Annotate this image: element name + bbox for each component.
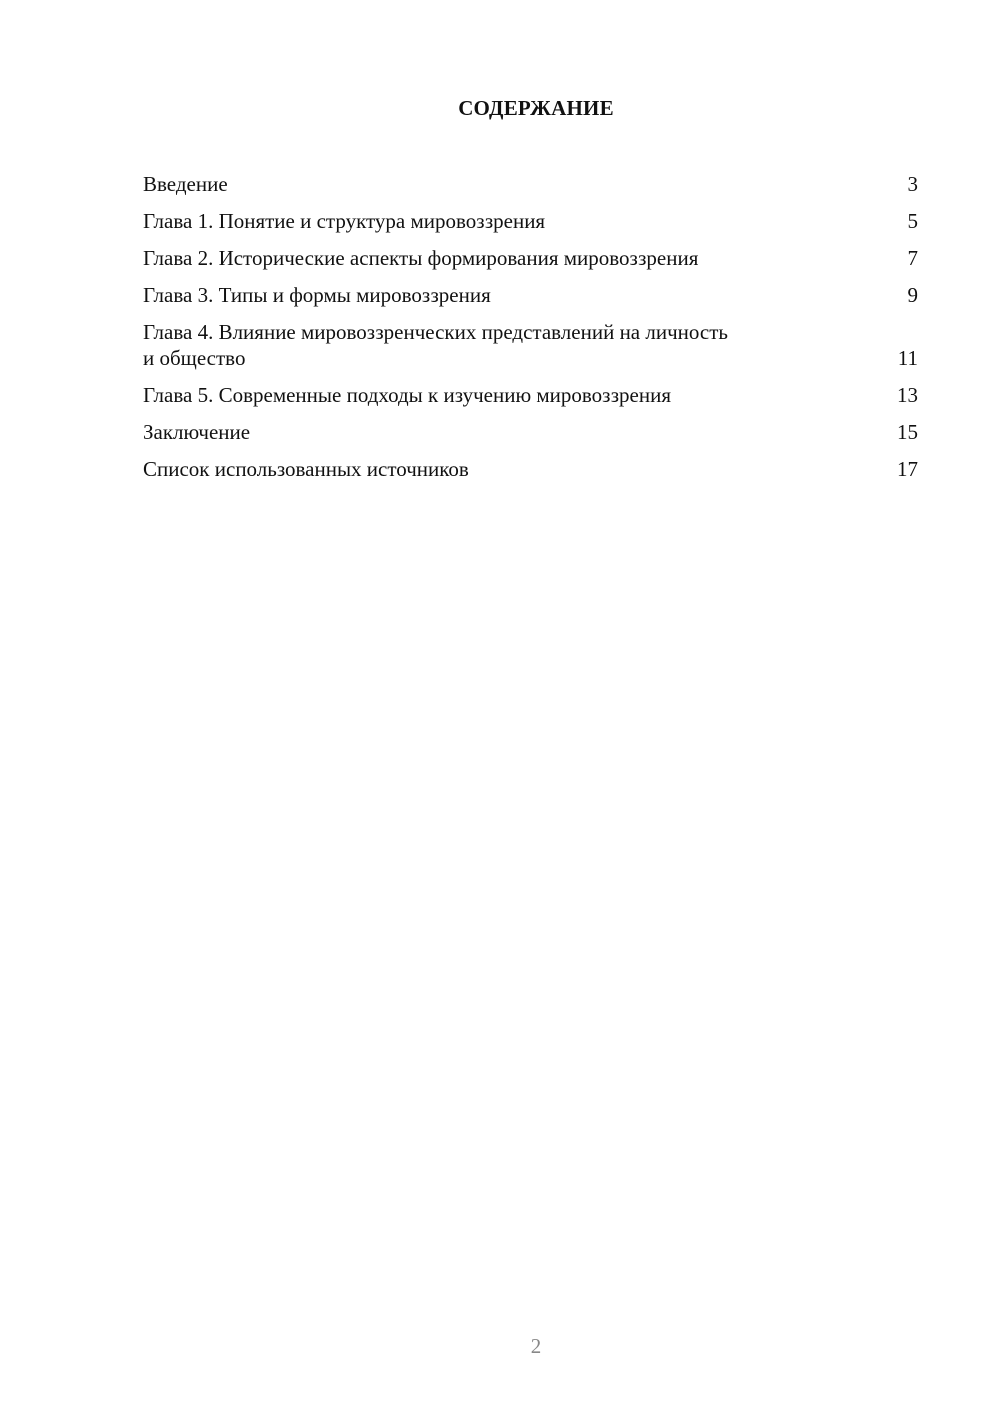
toc-entry-page-number: 3 <box>907 172 918 196</box>
toc-entry-page-number: 11 <box>897 346 918 370</box>
toc-entry-page-number: 15 <box>897 420 918 444</box>
page-number: 2 <box>530 1334 542 1358</box>
toc-entry-title: Введение <box>143 172 228 196</box>
toc-entry-title: Глава 1. Понятие и структура мировоззрения <box>143 209 546 233</box>
toc-entry-title: Глава 5. Современные подходы к изучению мировоззрения <box>143 383 671 407</box>
toc-entry-introduction <box>143 171 918 197</box>
toc-entry-chapter-2 <box>143 245 918 271</box>
toc-entry-page-number: 9 <box>907 283 918 307</box>
toc-entry-chapter-3 <box>143 282 918 308</box>
toc-entry-references <box>143 456 918 482</box>
toc-entry-conclusion <box>143 419 918 445</box>
toc-entry-title: Список использованных источников <box>143 457 469 481</box>
page-title: СОДЕРЖАНИЕ <box>458 96 614 120</box>
toc-entry-title: Глава 3. Типы и формы мировоззрения <box>143 283 491 307</box>
toc-entry-page-number: 7 <box>907 246 918 270</box>
toc-entry-page-number: 5 <box>907 209 918 233</box>
toc-entry-chapter-4 <box>143 319 918 371</box>
toc-entry-page-number: 17 <box>897 457 918 481</box>
table-of-contents <box>143 171 918 493</box>
toc-entry-title: Заключение <box>143 420 251 444</box>
toc-entry-chapter-1 <box>143 208 918 234</box>
toc-entry-title: Глава 2. Исторические аспекты формирования мировоззрения <box>143 246 699 270</box>
toc-entry-title: Глава 4. Влияние мировоззренческих представлений на личность и общество <box>143 320 728 370</box>
toc-entry-chapter-5 <box>143 382 918 408</box>
toc-entry-page-number: 13 <box>897 383 918 407</box>
